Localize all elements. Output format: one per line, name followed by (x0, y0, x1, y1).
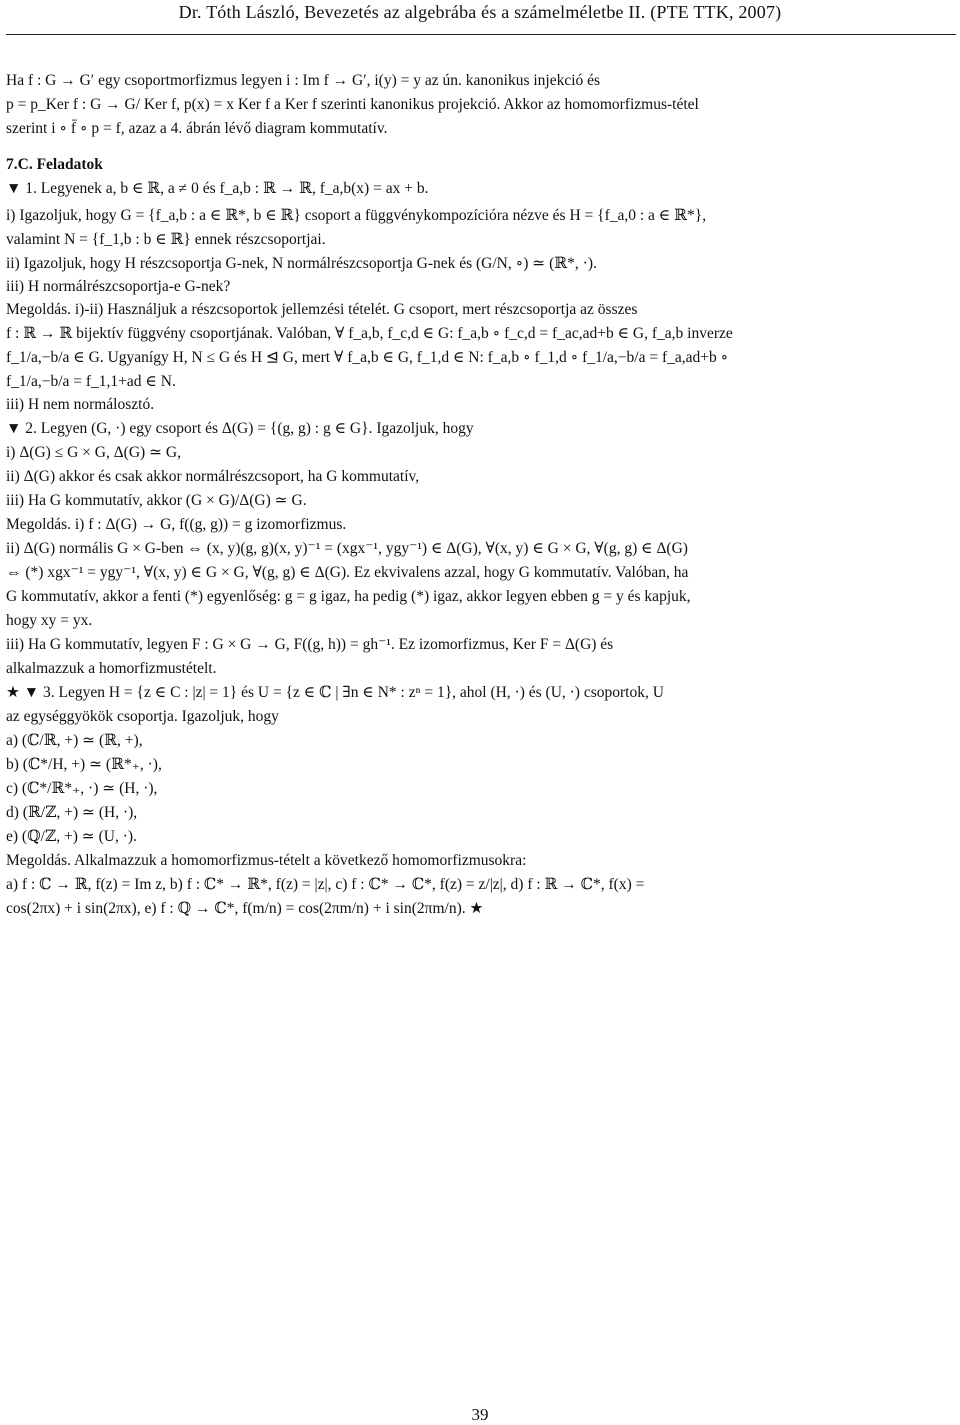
text-line: f : ℝ → ℝ bijektív függvény csoportjának. Valóban, ∀ f_a,b, f_c,d ∈ G: f_a,b ∘ f_c,d = f_ac,ad+b ∈ G, f_a,b inverze (6, 325, 733, 342)
text-line: iii) Ha G kommutatív, legyen F : G × G → G, F((g, h)) = gh⁻¹. Ez izomorfizmus, Ker F = Δ(G) és (6, 636, 614, 653)
text-line: cos(2πx) + i sin(2πx), e) f : ℚ → ℂ*, f(m/n) = cos(2πm/n) + i sin(2πm/n). ★ (6, 900, 484, 917)
text-line: f_1/a,−b/a ∈ G. Ugyanígy H, N ≤ G és H ⊴ G, mert ∀ f_a,b ∈ G, f_1,d ∈ N: f_a,b ∘ f_1,d ∘ f_1/a,−b/a = f_a,ad+b ∘ (6, 349, 729, 366)
text-line: c) (ℂ*/ℝ*₊, ·) ≃ (H, ·), (6, 780, 158, 797)
text-line: ii) Igazoljuk, hogy H részcsoportja G-nek, N normálrészcsoportja G-nek és (G/N, ∘) ≃ (ℝ*, ·). (6, 255, 597, 272)
text-line: G kommutatív, akkor a fenti (*) egyenlőség: g = g igaz, ha pedig (*) igaz, akkor legyen ebben g = y és kapjuk, (6, 588, 691, 605)
text-line: szerint i ∘ f̄ ∘ p = f, azaz a 4. ábrán lévő diagram kommutatív. (6, 120, 388, 137)
text-line: a) (ℂ/ℝ, +) ≃ (ℝ, +), (6, 732, 143, 749)
text-line: ii) Δ(G) akkor és csak akkor normálrészcsoport, ha G kommutatív, (6, 468, 420, 485)
text-line: iii) H normálrészcsoportja-e G-nek? (6, 278, 231, 295)
text-line: Megoldás. i) f : Δ(G) → G, f((g, g)) = g izomorfizmus. (6, 516, 347, 533)
text-line: Megoldás. Alkalmazzuk a homomorfizmus-tételt a következő homomorfizmusokra: (6, 852, 527, 869)
text-line: az egységgyökök csoportja. Igazoljuk, hogy (6, 708, 279, 725)
text-line: Megoldás. i)-ii) Használjuk a részcsoportok jellemzési tételét. G csoport, mert részcsoportja az összes (6, 301, 638, 318)
text-line: d) (ℝ/ℤ, +) ≃ (H, ·), (6, 804, 138, 821)
text-line: f_1/a,−b/a = f_1,1+ad ∈ N. (6, 373, 176, 390)
text-line: b) (ℂ*/H, +) ≃ (ℝ*₊, ·), (6, 756, 162, 773)
text-line: iii) Ha G kommutatív, akkor (G × G)/Δ(G) ≃ G. (6, 492, 307, 509)
header-rule (6, 34, 956, 35)
text-line: e) (ℚ/ℤ, +) ≃ (U, ·). (6, 828, 137, 845)
text-line: ▼ 1. Legyenek a, b ∈ ℝ, a ≠ 0 és f_a,b : ℝ → ℝ, f_a,b(x) = ax + b. (6, 180, 429, 197)
text-line: ⇔ (*) xgx⁻¹ = ygy⁻¹, ∀(x, y) ∈ G × G, ∀(g, g) ∈ Δ(G). Ez ekvivalens azzal, hogy G kommutatív. Valóban, ha (6, 564, 689, 581)
text-line: Ha f : G → G′ egy csoportmorfizmus legyen i : Im f → G′, i(y) = y az ún. kanonikus injekció és (6, 72, 601, 89)
text-line: ★ ▼ 3. Legyen H = {z ∈ C : |z| = 1} és U = {z ∈ ℂ | ∃n ∈ N* : zⁿ = 1}, ahol (H, ·) és (U, ·) csoportok, U (6, 684, 664, 701)
text-line: a) f : ℂ → ℝ, f(z) = Im z, b) f : ℂ* → ℝ*, f(z) = |z|, c) f : ℂ* → ℂ*, f(z) = z/|z|, d) f : ℝ → ℂ*, f(x) = (6, 876, 645, 893)
text-line: iii) H nem normálosztó. (6, 396, 155, 413)
page-number: 39 (471, 1405, 489, 1424)
text-line: p = p_Ker f : G → G/ Ker f, p(x) = x Ker f a Ker f szerinti kanonikus projekció. Akkor az homomorfizmus-tétel (6, 96, 699, 113)
text-line: hogy xy = yx. (6, 612, 93, 629)
text-line: valamint N = {f_1,b : b ∈ ℝ} ennek részcsoportjai. (6, 231, 326, 248)
text-line: ii) Δ(G) normális G × G-ben ⇔ (x, y)(g, g)(x, y)⁻¹ = (xgx⁻¹, ygy⁻¹) ∈ Δ(G), ∀(x, y) ∈ G × G, ∀(g, g) ∈ Δ(G) (6, 540, 688, 557)
text-line: i) Δ(G) ≤ G × G, Δ(G) ≃ G, (6, 444, 182, 461)
section-heading: 7.C. Feladatok (6, 156, 103, 173)
text-line: ▼ 2. Legyen (G, ·) egy csoport és Δ(G) = {(g, g) : g ∈ G}. Igazoljuk, hogy (6, 420, 474, 437)
text-line: i) Igazoljuk, hogy G = {f_a,b : a ∈ ℝ*, b ∈ ℝ} csoport a függvénykompozícióra nézve és H = {f_a,0 : a ∈ ℝ*}, (6, 207, 707, 224)
text-line: alkalmazzuk a homorfizmustételt. (6, 660, 217, 677)
page-header: Dr. Tóth László, Bevezetés az algebrába és a számelméletbe II. (PTE TTK, 2007) (178, 2, 782, 22)
